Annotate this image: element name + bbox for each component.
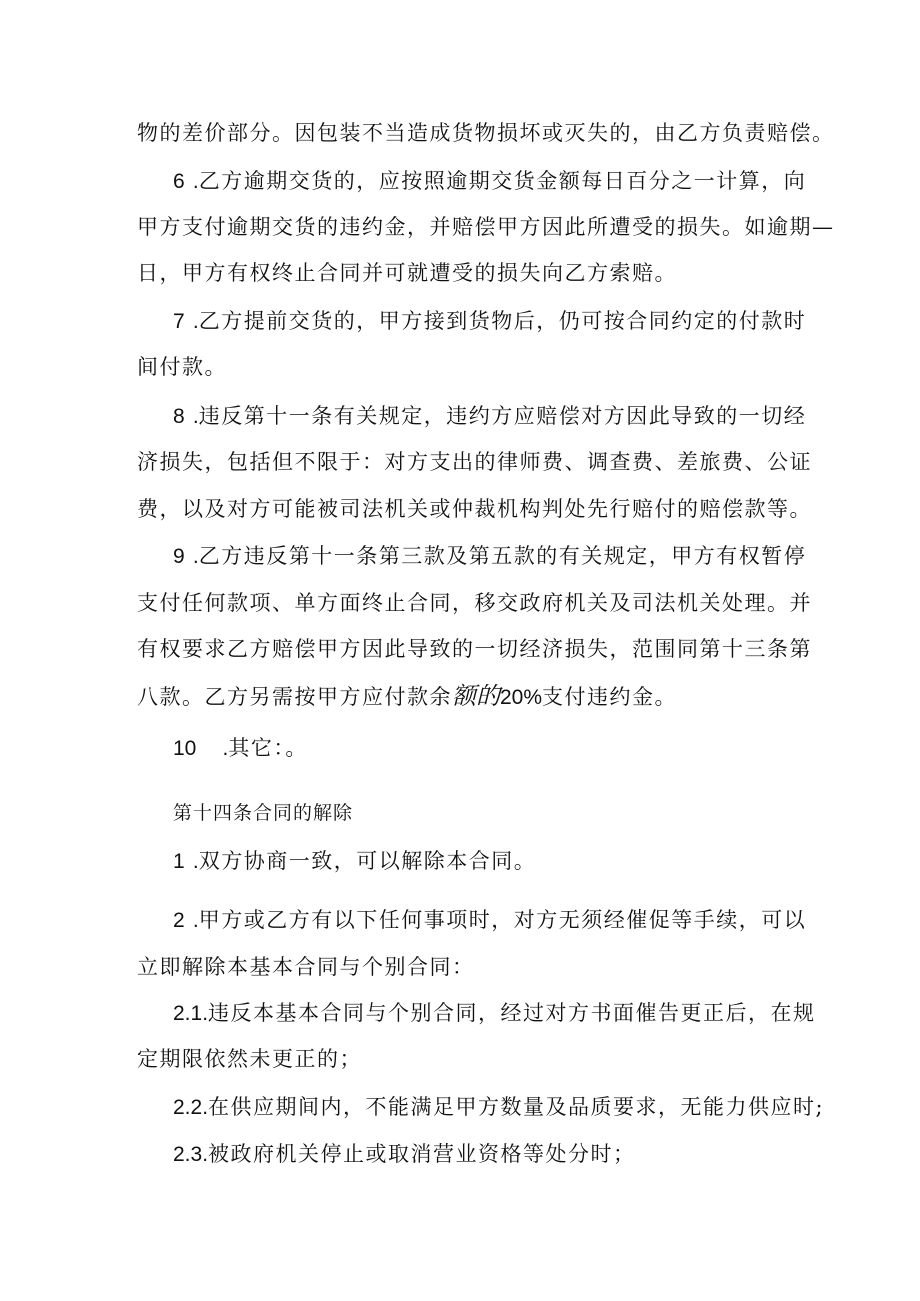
clause-number: 10: [173, 737, 197, 760]
text: 定期限依然未更正的；: [137, 1047, 362, 1071]
text: 甲方支付逾期交货的违约金，并赔偿甲方因此所遭受的损失。如逾期—: [137, 215, 835, 239]
paragraph-line: [137, 258, 677, 288]
clause-dot: .: [222, 737, 229, 760]
text: 物的差价部分。因包装不当造成货物损坏或灭失的，由乙方负责赔偿。: [137, 121, 835, 145]
clause-number: 6: [173, 170, 185, 193]
paragraph-line: [137, 1044, 362, 1074]
text: 在供应期间内，不能满足甲方数量及品质要求，无能力供应时;: [208, 1095, 825, 1119]
heading-text: 第十四条合同的解除: [173, 802, 354, 824]
text: 八款。乙方另需按甲方应付款余: [137, 685, 452, 709]
paragraph-line: [137, 588, 812, 618]
text: 济损失，包括但不限于：对方支出的律师费、调查费、差旅费、公证: [137, 450, 812, 474]
paragraph-line: [137, 447, 812, 477]
paragraph-line: [137, 118, 835, 148]
clause-2-2-line: [173, 1092, 824, 1123]
paragraph-line: [137, 212, 835, 242]
clause-number: 1: [173, 850, 185, 873]
clause-7-line: [173, 306, 806, 337]
text: 日，甲方有权终止合同并可就遭受的损失向乙方索赔。: [137, 261, 677, 285]
paragraph-line: [137, 952, 475, 982]
text: 支付任何款项、单方面终止合同，移交政府机关及司法机关处理。并: [137, 591, 812, 615]
paragraph-line: [137, 681, 677, 713]
text: 其它：。: [228, 736, 308, 760]
clause-1-line: [173, 846, 536, 877]
text: 被政府机关停止或取消营业资格等处分时；: [208, 1142, 636, 1166]
clause-dot: .: [192, 310, 199, 333]
clause-2-line: [173, 905, 806, 936]
clause-10-line: [173, 733, 308, 764]
text: 违反第十一条有关规定，违约方应赔偿对方因此导致的一切经: [198, 404, 807, 428]
text: 乙方提前交货的，甲方接到货物后，仍可按合同约定的付款时: [198, 309, 807, 333]
clause-number: 7: [173, 310, 185, 333]
clause-number: 2.2.: [173, 1096, 209, 1119]
clause-2-3-line: [173, 1139, 636, 1170]
clause-dot: .: [192, 850, 199, 873]
clause-dot: .: [192, 170, 199, 193]
paragraph-line: [137, 494, 812, 524]
clause-2-1-line: [173, 998, 816, 1029]
italic-text: 额的: [452, 682, 500, 710]
text: 支付违约金。: [542, 685, 678, 709]
clause-number: 2: [173, 909, 185, 932]
clause-6-line: [173, 166, 806, 197]
clause-dot: .: [192, 909, 199, 932]
clause-dot: .: [192, 545, 199, 568]
section-heading: [173, 798, 353, 828]
text: 乙方违反第十一条第三款及第五款的有关规定，甲方有权暂停: [198, 544, 807, 568]
text: 违反本基本合同与个别合同，经过对方书面催告更正后，在规: [208, 1001, 816, 1025]
clause-number: 8: [173, 405, 185, 428]
paragraph-line: [137, 634, 812, 664]
percentage: 20%: [500, 686, 543, 709]
text: 费，以及对方可能被司法机关或仲裁机构判处先行赔付的赔偿款等。: [137, 497, 812, 521]
text: 立即解除本基本合同与个别合同：: [137, 955, 475, 979]
text: 乙方逾期交货的，应按照逾期交货金额每日百分之一计算，向: [198, 169, 807, 193]
clause-number: 2.3.: [173, 1143, 209, 1166]
paragraph-line: [137, 352, 227, 382]
text: 有权要求乙方赔偿甲方因此导致的一切经济损失，范围同第十三条第: [137, 637, 812, 661]
clause-number: 2.1.: [173, 1002, 209, 1025]
text: 双方协商一致，可以解除本合同。: [198, 849, 537, 873]
clause-dot: .: [192, 405, 199, 428]
text: 甲方或乙方有以下任何事项时，对方无须经催促等手续，可以: [198, 908, 807, 932]
text: 间付款。: [137, 355, 227, 379]
clause-9-line: [173, 541, 806, 572]
clause-8-line: [173, 401, 806, 432]
clause-number: 9: [173, 545, 185, 568]
